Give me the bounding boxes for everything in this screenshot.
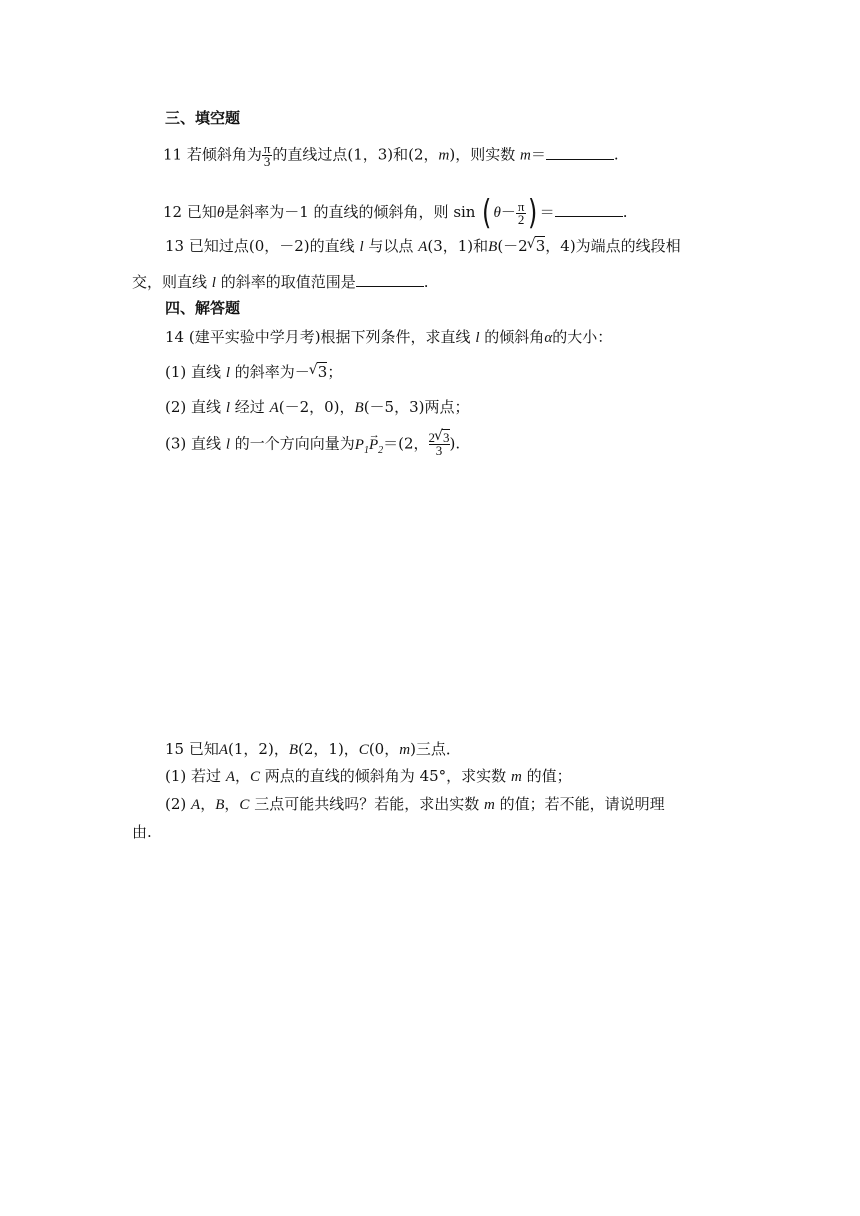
q13-answer-blank bbox=[356, 272, 424, 287]
question-14-part2: (2) 直线 l 经过 A(－2，0)，B(－5，3)两点； bbox=[165, 398, 470, 416]
q11-answer-blank bbox=[546, 145, 614, 160]
question-15-part1: (1) 若过 A，C 两点的直线的倾斜角为 45°，求实数 m 的值； bbox=[165, 767, 572, 785]
vector-p1p2: → $P_1P_2$ bbox=[355, 435, 383, 461]
question-13-line1: 13 已知过点(0，－2)的直线 l 与以点 A(3，1)和B(－2√ 3，4)为端点的线段相 bbox=[165, 236, 681, 257]
section-title-answer: 四、解答题 bbox=[165, 299, 241, 317]
q11-mid: 的直线过点(1，3)和(2， bbox=[272, 145, 439, 164]
question-14-part3: (3) 直线 l 的一个方向向量为→ $P_1P_2=(2$， $\frac{2√ 3}{3}$ ). bbox=[165, 432, 460, 461]
q14-fraction: $\frac{2√ 3}{3}$ bbox=[429, 432, 450, 457]
question-15-part2-line2: 由. bbox=[132, 823, 152, 841]
question-12: 12 已知θ是斜率为－1 的直线的倾斜角，则 sin ( θ－ $\frac{\pi}{2}$ ) ＝ . bbox=[163, 193, 628, 233]
question-13-line2: 交，则直线 l 的斜率的取值范围是 . bbox=[132, 273, 429, 291]
question-15-intro: 15 已知A(1，2)，B(2，1)，C(0，m)三点． bbox=[165, 740, 461, 758]
question-11: 11 若倾斜角为 $\frac{\pi}{3}$ 的直线过点(1，3)和(2，m)，则实数 m＝ . bbox=[163, 141, 619, 169]
question-14-part1: (1) 直线 l 的斜率为－√ 3； bbox=[165, 362, 342, 383]
section-title-fill-in: 三、填空题 bbox=[165, 109, 241, 127]
q12-answer-blank bbox=[555, 202, 623, 217]
q11-prefix: 11 若倾斜角为 bbox=[163, 145, 262, 164]
q12-fraction: $\frac{\pi}{2}$ bbox=[517, 198, 525, 227]
question-14-intro: 14 (建平实验中学月考)根据下列条件，求直线 l 的倾斜角α的大小： bbox=[165, 328, 613, 346]
question-15-part2: (2) A，B，C 三点可能共线吗？若能，求出实数 m 的值；若不能，请说明理 bbox=[165, 795, 665, 813]
q11-fraction: $\frac{\pi}{3}$ bbox=[263, 141, 271, 169]
